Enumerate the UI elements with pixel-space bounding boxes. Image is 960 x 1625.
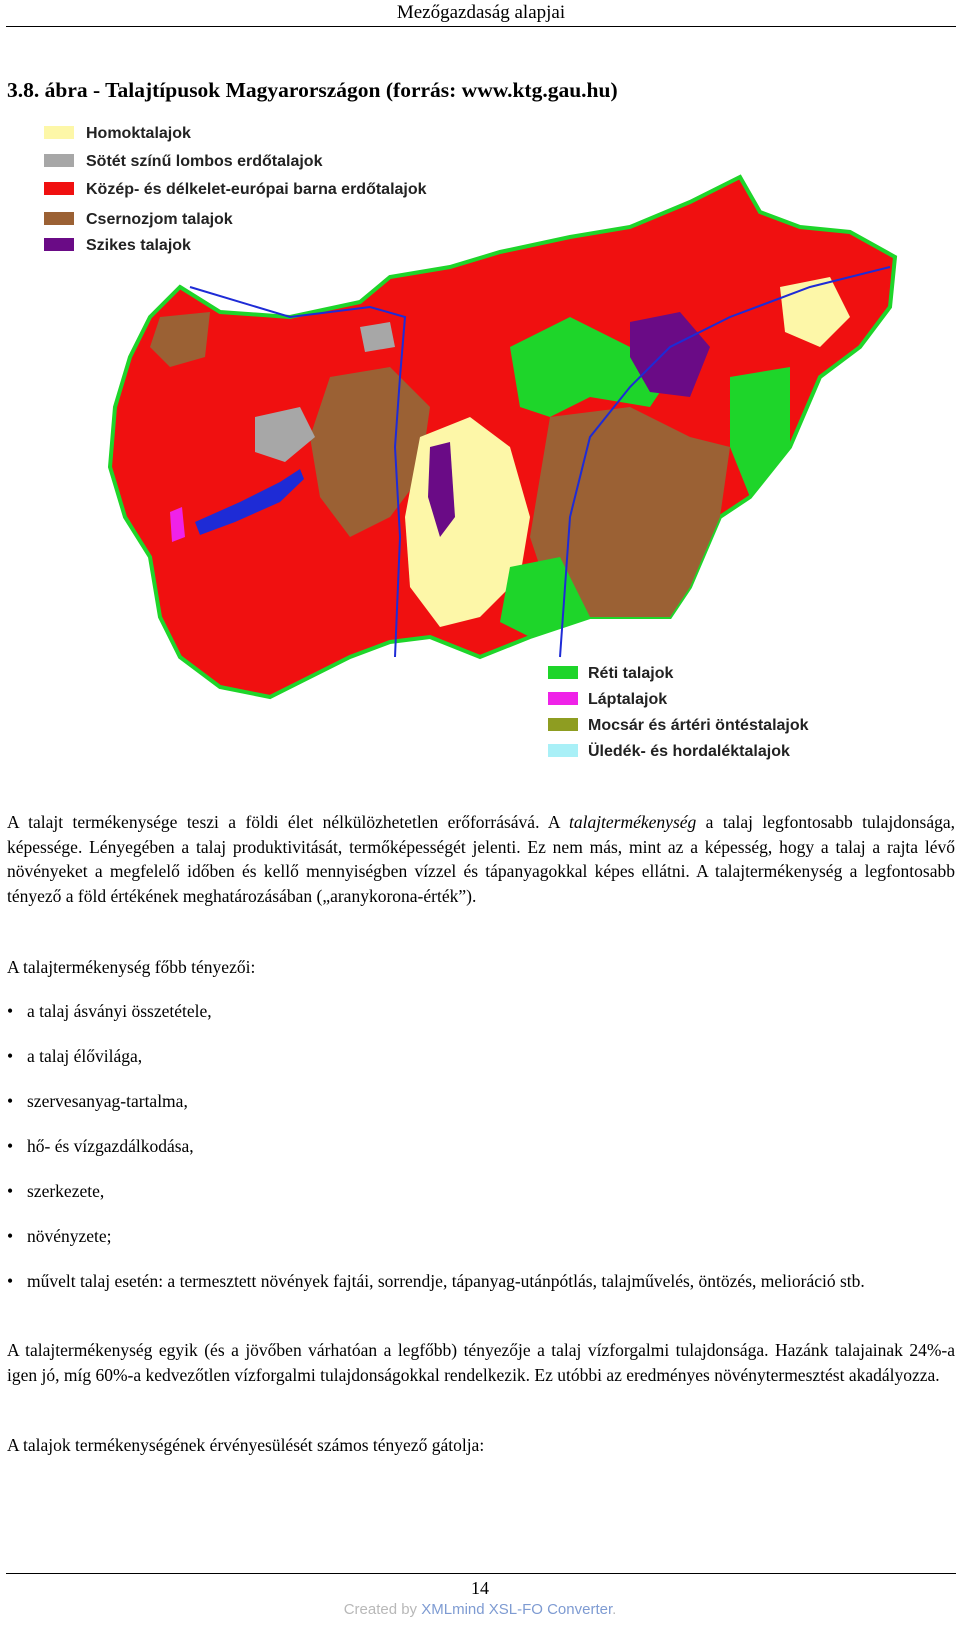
legend-label: Sötét színű lombos erdőtalajok <box>86 153 323 170</box>
list-item: • a talaj ásványi összetétele, <box>7 999 955 1024</box>
paragraph-4: A talajok termékenységének érvényesülését számos tényező gátolja: <box>7 1435 485 1455</box>
converter-link[interactable]: XMLmind XSL-FO Converter <box>421 1601 613 1618</box>
soil-map <box>30 117 932 787</box>
paragraph-2: A talajtermékenység főbb tényezői: <box>7 957 256 977</box>
list-item-text: a talaj élővilága, <box>27 1046 143 1066</box>
legend-swatch <box>548 744 578 757</box>
legend-swatch <box>548 692 578 705</box>
created-by-note <box>0 1601 960 1618</box>
footer-divider <box>6 1573 956 1574</box>
legend-label: Réti talajok <box>588 665 674 682</box>
legend-swatch <box>44 182 74 195</box>
emphasis-term: talajtermékenység <box>568 812 697 832</box>
list-item-text: hő- és vízgazdálkodása, <box>27 1136 194 1156</box>
legend-swatch <box>44 126 74 139</box>
list-item-text: szerkezete, <box>27 1181 105 1201</box>
legend-label: Üledék- és hordaléktalajok <box>588 743 790 760</box>
legend-swatch <box>44 238 74 251</box>
paragraph-1-text-a: A talajt termékenysége teszi a földi élet nélkülözhetetlen erőforrásává. A <box>7 812 569 832</box>
legend-label: Csernozjom talajok <box>86 211 233 228</box>
page-number: 14 <box>471 1578 489 1598</box>
list-item: • szerkezete, <box>7 1179 955 1204</box>
list-item-text: a talaj ásványi összetétele, <box>27 1001 212 1021</box>
legend-label: Mocsár és ártéri öntéstalajok <box>588 717 809 734</box>
paragraph-1-text-b: a talaj legfontosabb tulajdonsága, képessége. Lényegében a talaj produktivitását, termőképességét jelenti. Ez nem más, mint az a képesség, hogy a talaj a rajta lévő növényeket a megfelelő időben és kellő mennyiségben vízzel és tápanyagokkal képes ellátni. A talajtermékenység a legfontosabb tényező a föld értékének meghatározásában („aranykorona-érték”). <box>7 812 956 906</box>
legend-label: Szikes talajok <box>86 237 191 254</box>
list-item-text: művelt talaj esetén: a termesztett növények fajtái, sorrendje, tápanyag-utánpótlás, talajművelés, öntözés, melioráció stb. <box>27 1271 865 1291</box>
legend-label: Közép- és délkelet-európai barna erdőtalajok <box>86 181 427 198</box>
grey-forest-n <box>360 322 395 352</box>
legend-swatch <box>548 718 578 731</box>
legend-label: Láptalajok <box>588 691 668 708</box>
created-suffix: . <box>612 1601 617 1618</box>
list-item-text: szervesanyag-tartalma, <box>27 1091 188 1111</box>
list-item-text: növényzete; <box>27 1226 112 1246</box>
legend-swatch <box>548 666 578 679</box>
legend-label: Homoktalajok <box>86 125 191 142</box>
list-item: • szervesanyag-tartalma, <box>7 1089 955 1114</box>
legend-swatch <box>44 212 74 225</box>
list-item: • a talaj élővilága, <box>7 1044 955 1069</box>
legend-swatch <box>44 154 74 167</box>
running-header: Mezőgazdaság alapjai <box>6 0 956 27</box>
paragraph-1 <box>7 810 955 908</box>
figure-title: 3.8. ábra - Talajtípusok Magyarországon (forrás: www.ktg.gau.hu) <box>7 78 618 102</box>
soil-map-figure <box>30 117 932 787</box>
list-item: • művelt talaj esetén: a termesztett növények fajtái, sorrendje, tápanyag-utánpótlás, talajművelés, öntözés, melioráció stb. <box>7 1269 955 1294</box>
list-item: • hő- és vízgazdálkodása, <box>7 1134 955 1159</box>
created-prefix: Created by <box>343 1601 422 1618</box>
list-item: • növényzete; <box>7 1224 955 1249</box>
paragraph-3: A talajtermékenység egyik (és a jövőben várhatóan a legfőbb) tényezője a talaj vízforgalmi tulajdonsága. Hazánk talajainak 24%-a igen jó, míg 60%-a kedvezőtlen vízforgalmi tulajdonságokkal rendelkezik. Ez utóbbi az eredményes növénytermesztést akadályozza. <box>7 1340 955 1385</box>
